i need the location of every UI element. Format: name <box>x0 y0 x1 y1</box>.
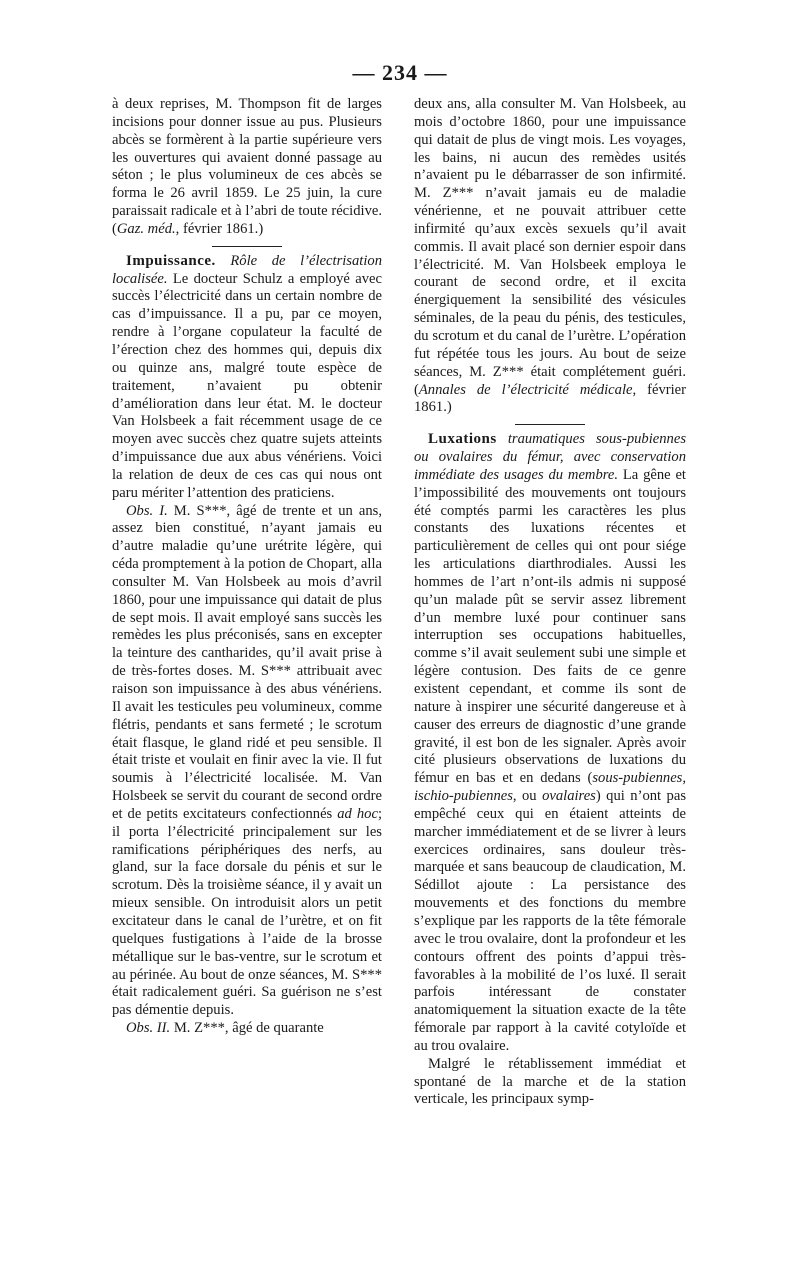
text-run: Le docteur Schulz a employé avec succès l’électricité dans un certain nombre de cas d’impuissance. Il a pu, par ce moyen, rendre à l’organe copulateur la faculté de l’érection chez des hommes qui, depuis dix ou quinze ans, malgré toute espèce de traitement, n’avaient pu obtenir d’amélioration dans leur état. M. le docteur Van Holsbeek a fait récemment usage de ce moyen avec succès chez quatre sujets atteints d’impuissance due aux abus vénériens. Voici la relation de deux de ces cas qui nous ont paru mériter l’attention des praticiens. <box>112 270 382 501</box>
text-run: Malgré le rétablissement immédiat et spontané de la marche et de la station verticale, les principaux symp- <box>414 1055 686 1108</box>
text-run: , février 1861.) <box>414 381 686 416</box>
italic-term: ad hoc <box>337 805 378 822</box>
text-run: , février 1861.) <box>175 220 264 237</box>
citation: Annales de l’électricité médicale <box>418 381 633 398</box>
left-paragraph-3 <box>112 503 382 1020</box>
text-run: deux ans, alla consulter M. Van Holsbeek, au mois d’octobre 1860, pour une impuissance qui datait de plus de vingt mois. Les voyages, les bains, ni aucun des remèdes usités n’avaient pu le débarrasser de son infirmité. M. Z*** n’avait jamais eu de maladie vénérienne, et ne pouvait attribuer cette infirmité qu’aux excès sexuels qu’il avait commis. Il avait placé son dernier espoir dans l’électricité. M. Van Holsbeek employa le courant de second ordre, et il excita énergiquement la sensibilité des vésicules séminales, de la peau du pénis, des testicules, du scrotum et du canal de l’urètre. L’opération fut répétée tous les jours. Au bout de seize séances, M. Z*** était complétement guéri. ( <box>414 96 686 398</box>
section-divider <box>212 246 282 247</box>
text-run: M. Z***, âgé de quarante <box>170 1020 324 1037</box>
right-paragraph-3 <box>414 1056 686 1110</box>
left-paragraph-4 <box>112 1020 382 1038</box>
italic-term: ovalaires <box>542 788 596 805</box>
text-run: à deux reprises, M. Thompson fit de larges incisions pour donner issue au pus. Plusieurs abcès se formèrent à la partie supérieure vers les ouvertures qui avaient donné passage au séton ; le plus volumineux de ces abcès se forma le 26 avril 1859. Le 25 juin, la cure paraissait radicale et à l’abri de toute récidive. ( <box>112 96 382 237</box>
observation-label: Obs. I. <box>126 502 168 519</box>
right-paragraph-1 <box>414 96 686 417</box>
text-run: , ou <box>512 788 543 805</box>
page-number: — 234 — <box>352 60 448 85</box>
italic-term: sous-pubiennes, ischio-pubiennes <box>414 770 686 805</box>
citation: Gaz. méd. <box>116 220 176 237</box>
text-run: ; il porta l’électricité principalement sur les ramifications périphériques des nerfs, au gland, sur la face dorsale du pénis et sur le scrotum. Dès la troisième séance, il y avait un mieux sensible. On introduisit alors un petit excitateur dans le canal de l’urètre, et on fit quelques fustigations à l’aide de la brosse métallique sur le bas-ventre, sur le scrotum et au périnée. Au bout de onze séances, M. S*** était radicalement guéri. Sa guérison ne s’est pas démentie depuis. <box>112 805 382 1019</box>
section-divider <box>515 424 585 425</box>
section-heading: Impuissance. <box>126 252 216 269</box>
text-run: ) qui n’ont pas empêché ceux qui en étaient atteints de marcher immédiatement et de se livrer à leurs exercices ordinaires, sans douleur très-marquée et sans beaucoup de claudication, M. Sédillot ajoute : La persistance des mouvements et des fonctions du membre s’explique par les rapports de la tête fémorale avec le trou ovalaire, dont la profondeur et les contours offrent des points d’appui très-favorables à la mobilité de l’os luxé. Il serait parfois intéressant de constater anatomiquement la situation exacte de la tête fémorale par rapport à la cavité cotyloïde et au trou ovalaire. <box>414 788 686 1054</box>
left-paragraph-1 <box>112 96 382 239</box>
text-run: La gêne et l’impossibilité des mouvements ont toujours été comptés parmi les caractères les plus constants des luxations récentes et particulièrement de celles qui ont pour siége les articulations diarthrodiales. Aussi les hommes de l’art n’ont-ils admis ni supposé qu’un malade pût se servir assez librement d’un membre luxé pour continuer sans interruption ses occupations habituelles, comme s’il avait seulement subi une simple et légère contusion. Des faits de ce genre existent cependant, et comme ils sont de nature à inspirer une sécurité dangereuse et à causer des erreurs de diagnostic d’une grande gravité, il est bon de les signaler. Après avoir cité plusieurs observations de luxations du fémur en bas et en dedans ( <box>414 466 686 787</box>
text-run: M. S***, âgé de trente et un ans, assez bien constitué, n’ayant jamais eu d’autre maladie qu’une urétrite légère, qui céda promptement à la potion de Chopart, alla consulter M. Van Holsbeek au mois d’avril 1860, pour une impuissance qui datait de plus de sept mois. Il avait employé sans succès les remèdes les plus préconisés, sans en excepter la teinture des cantharides, qu’il avait prise à de très-fortes doses. M. S*** attribuait avec raison son impuissance à des abus vénériens. Il avait les testicules peu volumineux, comme flétris, pendants et sans fermeté ; le scrotum était flasque, le gland ridé et peu sensible. Il était triste et voulait en finir avec la vie. Il fut soumis à l’électricité localisée. M. Van Holsbeek se servit du courant de second ordre et de petits excitateurs confectionnés <box>112 502 382 822</box>
observation-label: Obs. II. <box>126 1020 171 1037</box>
left-paragraph-2 <box>112 253 382 503</box>
right-paragraph-2 <box>414 431 686 1056</box>
section-subtitle: Rôle de l’électrisation localisée. <box>112 252 382 287</box>
section-heading: Luxations <box>428 431 497 448</box>
section-subtitle: traumatiques sous-pubiennes ou ovalaires du fémur, avec conservation immédiate des usages du membre. <box>414 431 686 483</box>
right-column <box>414 96 686 1109</box>
left-column <box>112 96 382 1038</box>
